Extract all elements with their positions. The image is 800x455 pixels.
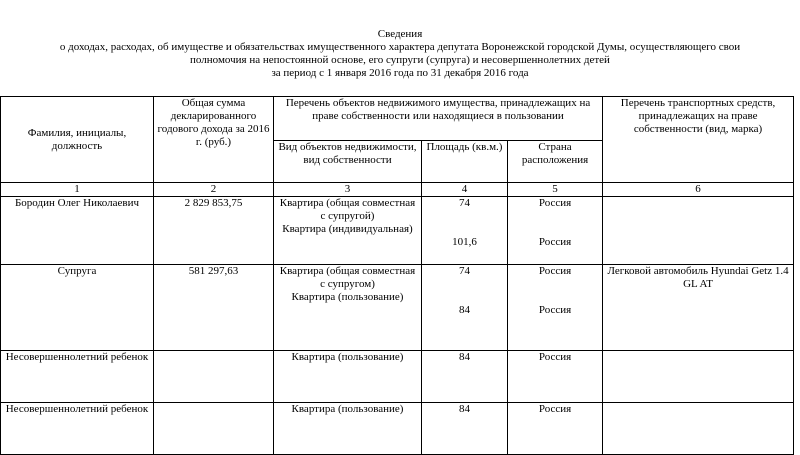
doc-subtitle-line2: полномочия на непостоянной основе, его супруги (супруга) и несовершеннолетних детей (190, 54, 610, 66)
person-name: Несовершеннолетний ребенок (1, 403, 154, 455)
area-value: 84 (422, 403, 508, 455)
header-realty-group: Перечень объектов недвижимого имущества, принадлежащих на праве собственности или находящиеся в пользовании (274, 97, 603, 141)
column-number: 1 (1, 183, 154, 197)
country-value: Россия (508, 403, 603, 455)
header-income: Общая сумма декларированного годового дохода за 2016 г. (руб.) (154, 97, 274, 183)
doc-period: за период с 1 января 2016 года по 31 декабря 2016 года (271, 67, 529, 79)
area-cell (422, 265, 508, 351)
column-number: 5 (508, 183, 603, 197)
vehicles-value (603, 197, 794, 265)
area-cell (422, 197, 508, 265)
country-cell (508, 197, 603, 265)
country-value: Россия (508, 351, 603, 403)
column-number: 4 (422, 183, 508, 197)
header-realty-type: Вид объектов недвижимости, вид собственности (274, 141, 422, 183)
income-value (154, 403, 274, 455)
table-row (1, 197, 794, 265)
realty-type: Квартира (пользование) (274, 351, 422, 403)
area-value: 101,6 (452, 236, 477, 248)
area-value: 74 (459, 197, 470, 209)
column-number: 2 (154, 183, 274, 197)
realty-type: Квартира (общая совместная с супругом) (279, 265, 416, 290)
area-value: 74 (459, 265, 470, 277)
header-name: Фамилия, инициалы, должность (1, 97, 154, 183)
country-value: Россия (538, 236, 572, 248)
person-name: Несовершеннолетний ребенок (1, 351, 154, 403)
country-value: Россия (538, 197, 572, 209)
realty-type-cell (274, 265, 422, 351)
country-value: Россия (538, 265, 572, 277)
realty-type: Квартира (общая совместная с супругой) (279, 197, 416, 222)
table-row (1, 403, 794, 455)
table-row (1, 265, 794, 351)
column-number: 3 (274, 183, 422, 197)
vehicles-value (603, 403, 794, 455)
header-country: Страна расположения (508, 141, 603, 183)
person-name: Супруга (1, 265, 154, 351)
vehicles-value (603, 351, 794, 403)
declaration-table (0, 96, 794, 455)
income-value (154, 351, 274, 403)
realty-type: Квартира (индивидуальная) (282, 223, 413, 235)
income-value: 581 297,63 (154, 265, 274, 351)
realty-type: Квартира (пользование) (291, 291, 404, 303)
vehicles-value: Легковой автомобиль Hyundai Getz 1.4 GL AT (603, 265, 794, 351)
realty-type: Квартира (пользование) (274, 403, 422, 455)
column-number-row (1, 183, 794, 197)
header-area-text: Площадь (кв.м.) (426, 141, 503, 153)
header-vehicles: Перечень транспортных средств, принадлежащих на праве собственности (вид, марка) (603, 97, 794, 183)
header-area (422, 141, 508, 183)
person-name: Бородин Олег Николаевич (1, 197, 154, 265)
doc-title: Сведения (377, 28, 423, 40)
table-row (1, 351, 794, 403)
document-header (0, 28, 800, 80)
country-cell (508, 265, 603, 351)
realty-type-cell (274, 197, 422, 265)
area-value: 84 (459, 304, 470, 316)
country-value: Россия (538, 304, 572, 316)
area-value: 84 (422, 351, 508, 403)
column-number: 6 (603, 183, 794, 197)
income-value: 2 829 853,75 (154, 197, 274, 265)
doc-subtitle-line1: о доходах, расходах, об имуществе и обязательствах имущественного характера депутата Воронежской городской Думы, осуществляющего свои (59, 41, 741, 53)
